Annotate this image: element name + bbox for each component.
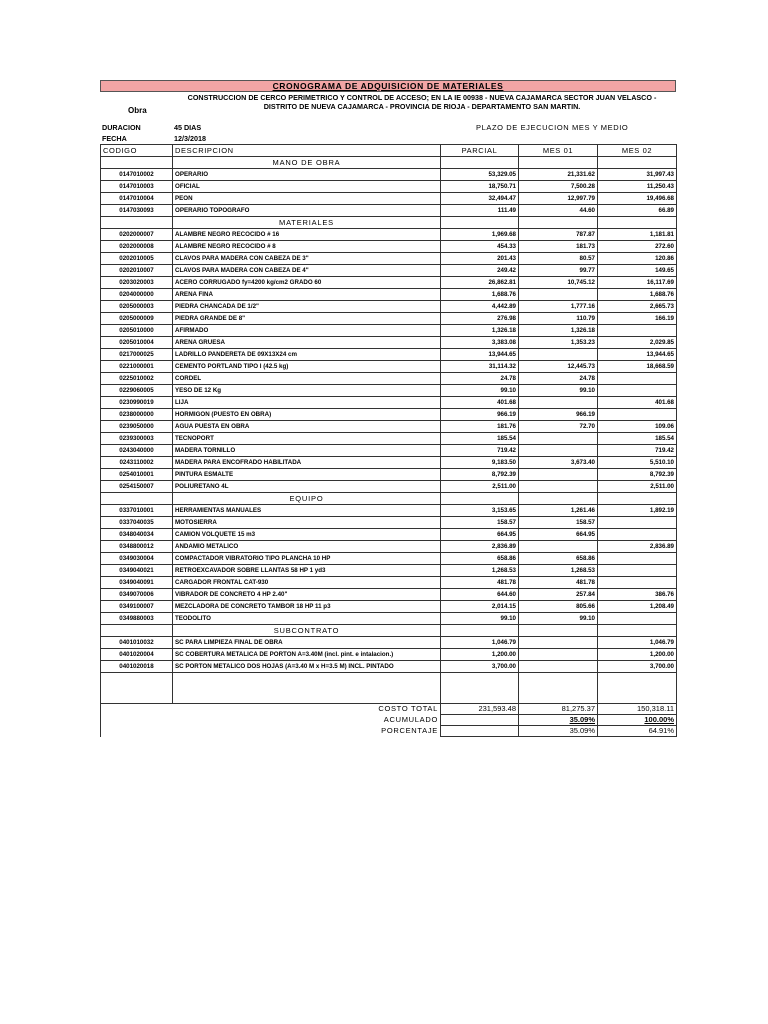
row-mes01: 12,445.73 xyxy=(519,361,598,373)
row-mes01 xyxy=(519,289,598,301)
section-empty-cell xyxy=(441,625,519,637)
table-row xyxy=(101,397,677,409)
row-parcial: 181.76 xyxy=(441,421,519,433)
row-description: ANDAMIO METALICO xyxy=(173,541,441,553)
row-mes01: 99.77 xyxy=(519,265,598,277)
row-parcial: 401.68 xyxy=(441,397,519,409)
row-mes02: 272.60 xyxy=(598,241,677,253)
row-mes02: 66.89 xyxy=(598,205,677,217)
costo-parcial: 231,593.48 xyxy=(441,704,519,715)
row-parcial: 1,688.76 xyxy=(441,289,519,301)
row-description: CAMION VOLQUETE 15 m3 xyxy=(173,529,441,541)
row-description: HERRAMIENTAS MANUALES xyxy=(173,505,441,517)
row-mes02: 109.06 xyxy=(598,421,677,433)
row-description: MADERA PARA ENCOFRADO HABILITADA xyxy=(173,457,441,469)
row-mes02: 5,510.10 xyxy=(598,457,677,469)
row-mes01: 181.73 xyxy=(519,241,598,253)
row-mes02: 18,668.59 xyxy=(598,361,677,373)
row-parcial: 276.98 xyxy=(441,313,519,325)
row-parcial: 2,014.15 xyxy=(441,601,519,613)
row-code: 0349880003 xyxy=(101,613,173,625)
row-mes01: 72.70 xyxy=(519,421,598,433)
row-mes01: 1,268.53 xyxy=(519,565,598,577)
row-parcial: 2,511.00 xyxy=(441,481,519,493)
duration-label: DURACION xyxy=(102,123,141,132)
row-mes01: 10,745.12 xyxy=(519,277,598,289)
row-mes02 xyxy=(598,577,677,589)
costo-mes01: 81,275.37 xyxy=(519,704,598,715)
row-mes02: 120.86 xyxy=(598,253,677,265)
row-mes02: 401.68 xyxy=(598,397,677,409)
row-mes01: 966.19 xyxy=(519,409,598,421)
row-parcial: 18,750.71 xyxy=(441,181,519,193)
section-code-cell xyxy=(101,217,173,229)
column-header-parcial: PARCIAL xyxy=(441,145,519,157)
spacer-cell xyxy=(441,673,519,704)
row-parcial: 1,268.53 xyxy=(441,565,519,577)
sheet-title: CRONOGRAMA DE ADQUISICION DE MATERIALES xyxy=(100,80,676,92)
row-mes02 xyxy=(598,385,677,397)
section-empty-cell xyxy=(519,625,598,637)
row-description: CEMENTO PORTLAND TIPO I (42.5 kg) xyxy=(173,361,441,373)
row-code: 0202000007 xyxy=(101,229,173,241)
row-description: OFICIAL xyxy=(173,181,441,193)
acumulado-mes01: 35.09% xyxy=(519,715,598,726)
row-mes02: 1,046.79 xyxy=(598,637,677,649)
row-code: 0221000001 xyxy=(101,361,173,373)
table-row xyxy=(101,601,677,613)
acumulado-parcial xyxy=(441,715,519,726)
row-mes01 xyxy=(519,397,598,409)
table-row xyxy=(101,529,677,541)
table-row xyxy=(101,181,677,193)
row-mes02: 11,250.43 xyxy=(598,181,677,193)
row-description: SC COBERTURA METALICA DE PORTON A=3.40M (incl. pint. e intalacion.) xyxy=(173,649,441,661)
row-mes02 xyxy=(598,553,677,565)
row-description: SC PORTON METALICO DOS HOJAS (A=3.40 M x H=3.5 M) INCL. PINTADO xyxy=(173,661,441,673)
row-description: OPERARIO TOPOGRAFO xyxy=(173,205,441,217)
table-row xyxy=(101,205,677,217)
table-row xyxy=(101,613,677,625)
table-row xyxy=(101,505,677,517)
row-parcial: 158.57 xyxy=(441,517,519,529)
row-mes02: 1,892.19 xyxy=(598,505,677,517)
row-code: 0243110002 xyxy=(101,457,173,469)
row-parcial: 99.10 xyxy=(441,385,519,397)
row-description: ACERO CORRUGADO fy=4200 kg/cm2 GRADO 60 xyxy=(173,277,441,289)
row-parcial: 32,494.47 xyxy=(441,193,519,205)
row-code: 0147010002 xyxy=(101,169,173,181)
row-description: PIEDRA GRANDE DE 8" xyxy=(173,313,441,325)
row-code: 0225010002 xyxy=(101,373,173,385)
row-code: 0349070006 xyxy=(101,589,173,601)
row-mes02: 2,511.00 xyxy=(598,481,677,493)
row-parcial: 249.42 xyxy=(441,265,519,277)
row-description: VIBRADOR DE CONCRETO 4 HP 2.40" xyxy=(173,589,441,601)
project-block xyxy=(100,92,676,122)
section-title: MANO DE OBRA xyxy=(173,157,441,169)
section-empty-cell xyxy=(441,217,519,229)
section-empty-cell xyxy=(519,493,598,505)
section-empty-cell xyxy=(598,217,677,229)
row-parcial: 719.42 xyxy=(441,445,519,457)
row-code: 0217000025 xyxy=(101,349,173,361)
table-row xyxy=(101,445,677,457)
row-code: 0202000008 xyxy=(101,241,173,253)
table-row xyxy=(101,277,677,289)
row-mes02 xyxy=(598,325,677,337)
row-mes01: 80.57 xyxy=(519,253,598,265)
materials-table xyxy=(100,144,677,737)
accumulated-row xyxy=(101,715,677,726)
spacer-cell xyxy=(101,673,173,704)
row-parcial: 31,114.32 xyxy=(441,361,519,373)
row-parcial: 644.60 xyxy=(441,589,519,601)
row-code: 0230990019 xyxy=(101,397,173,409)
execution-period: PLAZO DE EJECUCION MES Y MEDIO xyxy=(476,123,629,132)
section-row xyxy=(101,217,677,229)
table-row xyxy=(101,289,677,301)
row-parcial: 3,700.00 xyxy=(441,661,519,673)
row-parcial: 966.19 xyxy=(441,409,519,421)
row-code: 0254010001 xyxy=(101,469,173,481)
row-description: SC PARA LIMPIEZA FINAL DE OBRA xyxy=(173,637,441,649)
row-mes02: 166.19 xyxy=(598,313,677,325)
section-code-cell xyxy=(101,157,173,169)
row-mes01 xyxy=(519,649,598,661)
row-mes01: 24.78 xyxy=(519,373,598,385)
row-mes02 xyxy=(598,517,677,529)
row-code: 0202010005 xyxy=(101,253,173,265)
row-code: 0254150007 xyxy=(101,481,173,493)
row-mes02: 16,117.69 xyxy=(598,277,677,289)
row-parcial: 185.54 xyxy=(441,433,519,445)
row-mes02: 386.76 xyxy=(598,589,677,601)
row-parcial: 53,329.05 xyxy=(441,169,519,181)
table-row xyxy=(101,325,677,337)
row-code: 0348800012 xyxy=(101,541,173,553)
row-mes02: 1,688.76 xyxy=(598,289,677,301)
info-block xyxy=(100,122,676,144)
row-description: LADRILLO PANDERETA DE 09X13X24 cm xyxy=(173,349,441,361)
row-mes01: 787.87 xyxy=(519,229,598,241)
row-mes02 xyxy=(598,373,677,385)
section-empty-cell xyxy=(441,493,519,505)
row-code: 0238000000 xyxy=(101,409,173,421)
row-code: 0239050000 xyxy=(101,421,173,433)
row-code: 0202010007 xyxy=(101,265,173,277)
row-code: 0337010001 xyxy=(101,505,173,517)
row-description: RETROEXCAVADOR SOBRE LLANTAS 58 HP 1 yd3 xyxy=(173,565,441,577)
row-parcial: 24.78 xyxy=(441,373,519,385)
row-mes01 xyxy=(519,445,598,457)
column-header-descripcion: DESCRIPCION xyxy=(173,145,441,157)
row-mes01: 257.84 xyxy=(519,589,598,601)
table-row xyxy=(101,577,677,589)
row-description: CLAVOS PARA MADERA CON CABEZA DE 3" xyxy=(173,253,441,265)
table-row xyxy=(101,481,677,493)
row-parcial: 1,969.68 xyxy=(441,229,519,241)
row-mes01: 99.10 xyxy=(519,385,598,397)
table-row xyxy=(101,565,677,577)
row-parcial: 658.86 xyxy=(441,553,519,565)
spacer-cell xyxy=(598,673,677,704)
row-code: 0147010003 xyxy=(101,181,173,193)
table-row xyxy=(101,349,677,361)
section-empty-cell xyxy=(598,625,677,637)
row-mes02: 31,997.43 xyxy=(598,169,677,181)
row-mes02: 1,181.81 xyxy=(598,229,677,241)
table-row xyxy=(101,229,677,241)
row-parcial: 1,200.00 xyxy=(441,649,519,661)
duration-value: 45 DIAS xyxy=(174,123,202,132)
spacer-row xyxy=(101,673,677,704)
row-code: 0239300003 xyxy=(101,433,173,445)
table-row xyxy=(101,433,677,445)
row-description: CARGADOR FRONTAL CAT-930 xyxy=(173,577,441,589)
section-title: MATERIALES xyxy=(173,217,441,229)
row-description: COMPACTADOR VIBRATORIO TIPO PLANCHA 10 HP xyxy=(173,553,441,565)
acumulado-label: ACUMULADO xyxy=(101,715,441,726)
row-mes01: 7,500.28 xyxy=(519,181,598,193)
table-row xyxy=(101,337,677,349)
row-mes02: 19,496.68 xyxy=(598,193,677,205)
table-row xyxy=(101,589,677,601)
row-description: CORDEL xyxy=(173,373,441,385)
porcentaje-label: PORCENTAJE xyxy=(101,726,441,737)
table-row xyxy=(101,661,677,673)
row-parcial: 1,326.18 xyxy=(441,325,519,337)
row-mes02: 185.54 xyxy=(598,433,677,445)
row-parcial: 454.33 xyxy=(441,241,519,253)
row-description: PIEDRA CHANCADA DE 1/2" xyxy=(173,301,441,313)
row-code: 0203020003 xyxy=(101,277,173,289)
row-code: 0401020018 xyxy=(101,661,173,673)
row-mes02: 3,700.00 xyxy=(598,661,677,673)
row-description: TEODOLITO xyxy=(173,613,441,625)
column-header-codigo: CODIGO xyxy=(101,145,173,157)
project-description: CONSTRUCCION DE CERCO PERIMETRICO Y CONTROL DE ACCESO; EN LA IE 00938 - NUEVA CAJAMARCA SECTOR JUAN VELASCO - DISTRITO DE NUEVA CAJAMARCA - PROVINCIA DE RIOJA - DEPARTAMENTO SAN MARTIN. xyxy=(187,93,657,111)
row-parcial: 2,836.89 xyxy=(441,541,519,553)
table-row xyxy=(101,421,677,433)
table-row xyxy=(101,385,677,397)
row-code: 0204000000 xyxy=(101,289,173,301)
porcentaje-mes01: 35.09% xyxy=(519,726,598,737)
row-mes01 xyxy=(519,481,598,493)
row-description: YESO DE 12 Kg xyxy=(173,385,441,397)
table-row xyxy=(101,649,677,661)
table-row xyxy=(101,265,677,277)
row-code: 0401020004 xyxy=(101,649,173,661)
costo-label: COSTO TOTAL xyxy=(101,704,441,715)
row-code: 0229060005 xyxy=(101,385,173,397)
row-description: MADERA TORNILLO xyxy=(173,445,441,457)
row-description: ALAMBRE NEGRO RECOCIDO # 8 xyxy=(173,241,441,253)
row-code: 0147030093 xyxy=(101,205,173,217)
table-row xyxy=(101,313,677,325)
row-parcial: 664.95 xyxy=(441,529,519,541)
row-description: TECNOPORT xyxy=(173,433,441,445)
table-row xyxy=(101,469,677,481)
row-mes02: 719.42 xyxy=(598,445,677,457)
row-parcial: 3,153.65 xyxy=(441,505,519,517)
row-mes01 xyxy=(519,349,598,361)
row-code: 0205000009 xyxy=(101,313,173,325)
section-row xyxy=(101,493,677,505)
row-code: 0147010004 xyxy=(101,193,173,205)
section-row xyxy=(101,157,677,169)
section-row xyxy=(101,625,677,637)
row-mes01: 110.79 xyxy=(519,313,598,325)
row-mes02: 149.65 xyxy=(598,265,677,277)
row-code: 0349100007 xyxy=(101,601,173,613)
row-mes02: 13,944.65 xyxy=(598,349,677,361)
row-parcial: 26,862.81 xyxy=(441,277,519,289)
acumulado-mes02: 100.00% xyxy=(598,715,677,726)
table-row xyxy=(101,373,677,385)
row-mes02: 1,200.00 xyxy=(598,649,677,661)
table-row xyxy=(101,193,677,205)
row-code: 0349040021 xyxy=(101,565,173,577)
row-mes02: 2,836.89 xyxy=(598,541,677,553)
spacer-cell xyxy=(173,673,441,704)
row-description: OPERARIO xyxy=(173,169,441,181)
table-row xyxy=(101,517,677,529)
row-mes01: 3,673.40 xyxy=(519,457,598,469)
row-mes02: 2,029.85 xyxy=(598,337,677,349)
row-parcial: 99.10 xyxy=(441,613,519,625)
row-mes01: 805.66 xyxy=(519,601,598,613)
row-mes02 xyxy=(598,529,677,541)
row-mes02 xyxy=(598,613,677,625)
row-parcial: 8,792.39 xyxy=(441,469,519,481)
row-code: 0348040034 xyxy=(101,529,173,541)
row-code: 0243040000 xyxy=(101,445,173,457)
row-mes01: 12,997.79 xyxy=(519,193,598,205)
table-row xyxy=(101,301,677,313)
porcentaje-mes02: 64.91% xyxy=(598,726,677,737)
section-empty-cell xyxy=(598,493,677,505)
table-row xyxy=(101,409,677,421)
costo-mes02: 150,318.11 xyxy=(598,704,677,715)
schedule-sheet xyxy=(100,80,676,737)
row-description: ALAMBRE NEGRO RECOCIDO # 16 xyxy=(173,229,441,241)
row-mes01: 1,326.18 xyxy=(519,325,598,337)
row-mes01: 1,261.46 xyxy=(519,505,598,517)
row-parcial: 3,383.08 xyxy=(441,337,519,349)
row-description: MOTOSIERRA xyxy=(173,517,441,529)
date-value: 12/3/2018 xyxy=(174,134,206,143)
row-parcial: 1,046.79 xyxy=(441,637,519,649)
section-code-cell xyxy=(101,625,173,637)
row-code: 0401010032 xyxy=(101,637,173,649)
row-mes01: 658.86 xyxy=(519,553,598,565)
row-mes01: 99.10 xyxy=(519,613,598,625)
row-mes01: 158.57 xyxy=(519,517,598,529)
row-code: 0205010000 xyxy=(101,325,173,337)
total-cost-row xyxy=(101,704,677,715)
percentage-row xyxy=(101,726,677,737)
row-code: 0337040035 xyxy=(101,517,173,529)
table-row xyxy=(101,541,677,553)
row-mes02: 1,208.49 xyxy=(598,601,677,613)
row-parcial: 4,442.89 xyxy=(441,301,519,313)
row-description: CLAVOS PARA MADERA CON CABEZA DE 4" xyxy=(173,265,441,277)
row-mes01: 664.95 xyxy=(519,529,598,541)
table-row xyxy=(101,169,677,181)
row-code: 0349030004 xyxy=(101,553,173,565)
table-row xyxy=(101,457,677,469)
table-header-row xyxy=(101,145,677,157)
row-mes01: 1,353.23 xyxy=(519,337,598,349)
table-row xyxy=(101,637,677,649)
row-code: 0205010004 xyxy=(101,337,173,349)
row-description: LIJA xyxy=(173,397,441,409)
row-mes01 xyxy=(519,541,598,553)
row-description: ARENA FINA xyxy=(173,289,441,301)
spacer-cell xyxy=(519,673,598,704)
row-mes02: 8,792.39 xyxy=(598,469,677,481)
column-header-mes02: MES 02 xyxy=(598,145,677,157)
section-title: EQUIPO xyxy=(173,493,441,505)
row-description: PEON xyxy=(173,193,441,205)
row-description: HORMIGON (PUESTO EN OBRA) xyxy=(173,409,441,421)
row-mes01 xyxy=(519,433,598,445)
row-mes02 xyxy=(598,409,677,421)
row-mes02: 2,665.73 xyxy=(598,301,677,313)
row-mes02 xyxy=(598,565,677,577)
row-parcial: 201.43 xyxy=(441,253,519,265)
section-empty-cell xyxy=(519,217,598,229)
row-description: POLIURETANO 4L xyxy=(173,481,441,493)
table-row xyxy=(101,253,677,265)
row-description: ARENA GRUESA xyxy=(173,337,441,349)
row-mes01 xyxy=(519,661,598,673)
row-mes01: 44.60 xyxy=(519,205,598,217)
row-mes01 xyxy=(519,469,598,481)
table-row xyxy=(101,553,677,565)
row-parcial: 481.78 xyxy=(441,577,519,589)
project-label: Obra xyxy=(128,106,147,115)
table-row xyxy=(101,361,677,373)
section-title: SUBCONTRATO xyxy=(173,625,441,637)
row-description: AFIRMADO xyxy=(173,325,441,337)
row-mes01 xyxy=(519,637,598,649)
row-parcial: 9,183.50 xyxy=(441,457,519,469)
row-parcial: 13,944.65 xyxy=(441,349,519,361)
table-row xyxy=(101,241,677,253)
section-code-cell xyxy=(101,493,173,505)
row-code: 0349040091 xyxy=(101,577,173,589)
column-header-mes01: MES 01 xyxy=(519,145,598,157)
row-mes01: 1,777.16 xyxy=(519,301,598,313)
row-parcial: 111.49 xyxy=(441,205,519,217)
row-description: MEZCLADORA DE CONCRETO TAMBOR 18 HP 11 p3 xyxy=(173,601,441,613)
row-code: 0205000003 xyxy=(101,301,173,313)
date-label: FECHA xyxy=(102,134,127,143)
row-mes01: 481.78 xyxy=(519,577,598,589)
row-description: AGUA PUESTA EN OBRA xyxy=(173,421,441,433)
section-empty-cell xyxy=(519,157,598,169)
row-mes01: 21,331.62 xyxy=(519,169,598,181)
section-empty-cell xyxy=(441,157,519,169)
section-empty-cell xyxy=(598,157,677,169)
porcentaje-parcial xyxy=(441,726,519,737)
row-description: PINTURA ESMALTE xyxy=(173,469,441,481)
